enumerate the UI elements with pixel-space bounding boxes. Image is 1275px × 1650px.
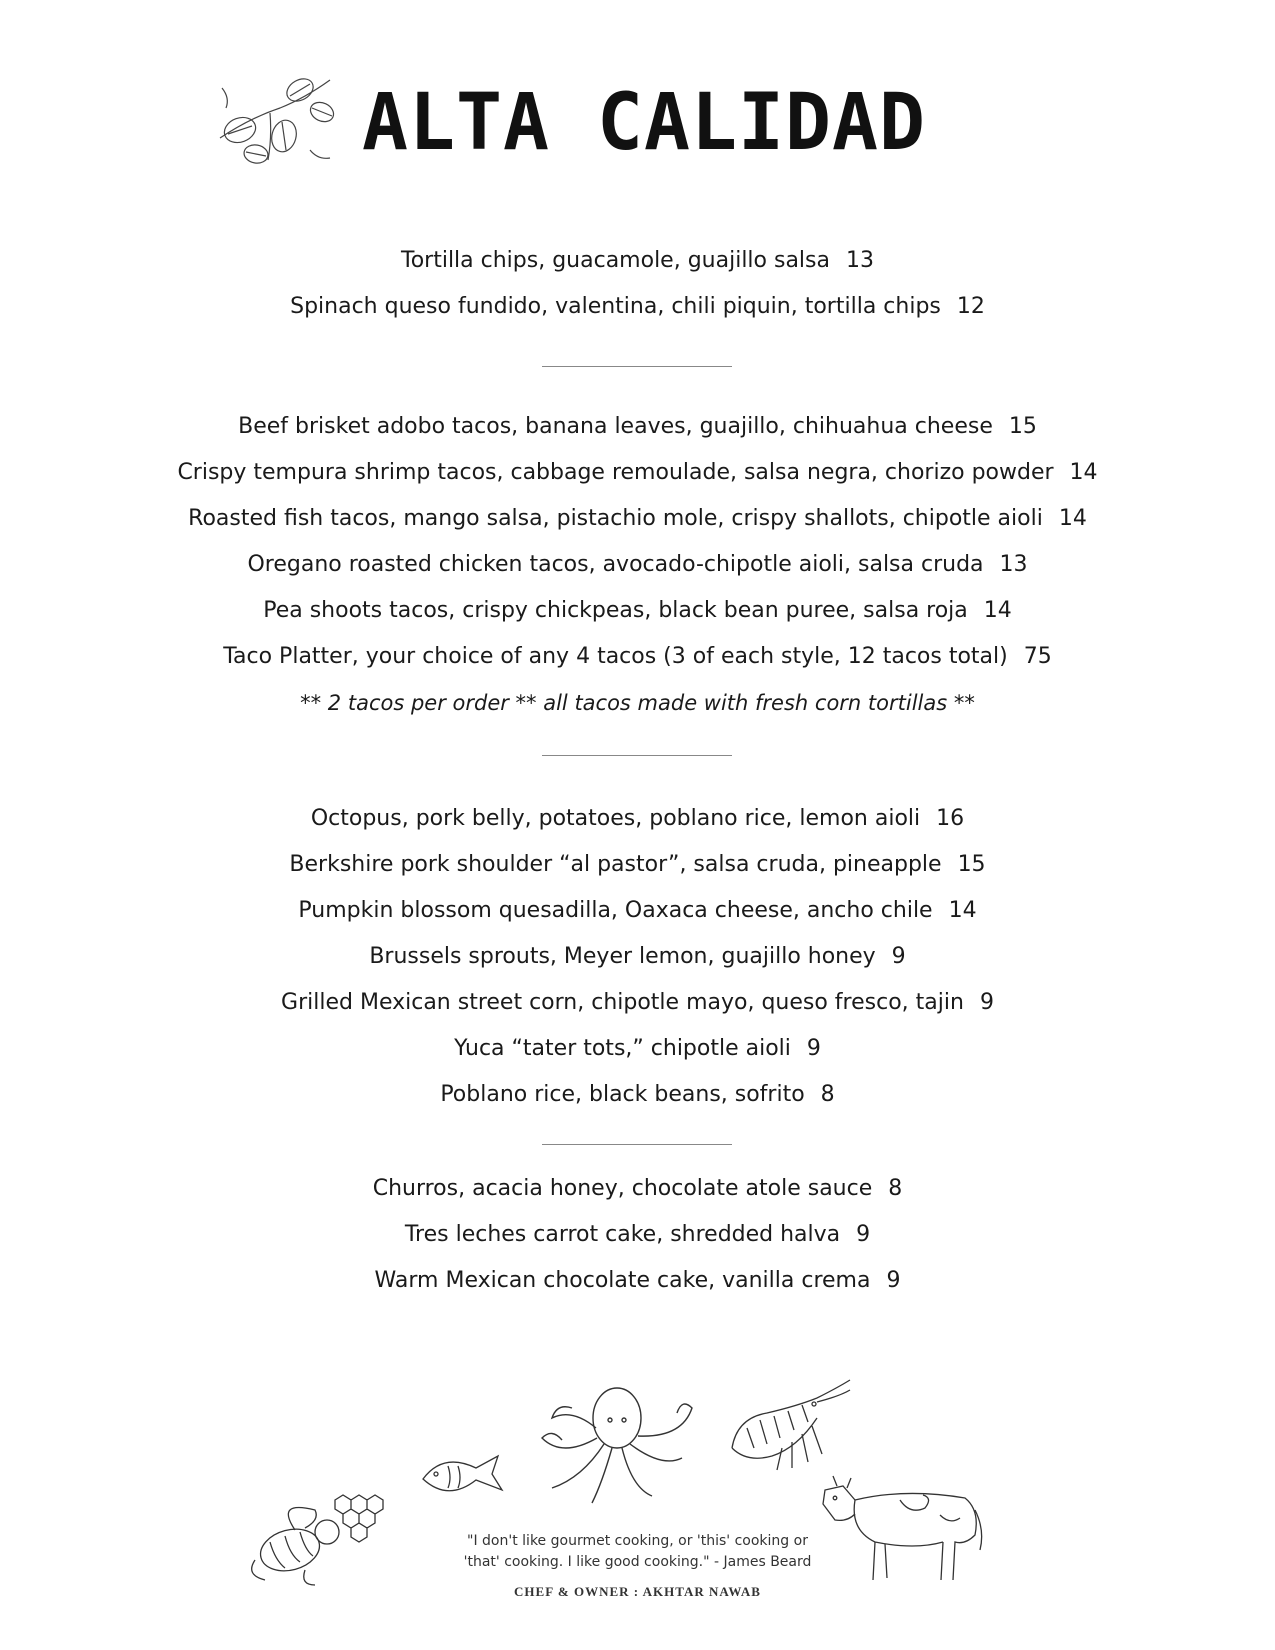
menu-item bbox=[0, 888, 1275, 934]
starters-section bbox=[0, 238, 1275, 330]
tacos-section bbox=[0, 404, 1275, 726]
menu-item bbox=[0, 1166, 1275, 1212]
item-price: 14 bbox=[948, 898, 977, 923]
item-name: Grilled Mexican street corn, chipotle mayo, queso fresco, tajin bbox=[281, 990, 964, 1015]
item-name: Warm Mexican chocolate cake, vanilla crema bbox=[374, 1268, 871, 1293]
item-price: 15 bbox=[957, 852, 986, 877]
menu-item bbox=[0, 796, 1275, 842]
item-name: Tres leches carrot cake, shredded halva bbox=[404, 1222, 841, 1247]
menu-item bbox=[0, 1258, 1275, 1304]
item-price: 14 bbox=[983, 598, 1012, 623]
desserts-section bbox=[0, 1166, 1275, 1304]
item-name: Beef brisket adobo tacos, banana leaves, guajillo, chihuahua cheese bbox=[238, 414, 993, 439]
item-price: 15 bbox=[1008, 414, 1037, 439]
section-divider bbox=[542, 1144, 732, 1145]
section-divider bbox=[542, 366, 732, 367]
menu-item bbox=[0, 284, 1275, 330]
menu-item bbox=[0, 980, 1275, 1026]
item-price: 8 bbox=[888, 1176, 903, 1201]
item-name: Brussels sprouts, Meyer lemon, guajillo honey bbox=[369, 944, 876, 969]
item-name: Taco Platter, your choice of any 4 tacos (3 of each style, 12 tacos total) bbox=[223, 644, 1008, 669]
mains-section bbox=[0, 796, 1275, 1118]
item-price: 75 bbox=[1023, 644, 1052, 669]
item-price: 9 bbox=[856, 1222, 871, 1247]
item-name: Spinach queso fundido, valentina, chili piquin, tortilla chips bbox=[290, 294, 941, 319]
menu-item bbox=[0, 1072, 1275, 1118]
item-name: Yuca “tater tots,” chipotle aioli bbox=[454, 1036, 791, 1061]
menu-item bbox=[0, 238, 1275, 284]
quote-line: 'that' cooking. I like good cooking." - James Beard bbox=[463, 1554, 812, 1570]
menu-item bbox=[0, 1212, 1275, 1258]
shrimp-icon bbox=[722, 1378, 852, 1478]
menu-item bbox=[0, 842, 1275, 888]
restaurant-title: ALTA CALIDAD bbox=[362, 78, 927, 168]
item-price: 14 bbox=[1069, 460, 1098, 485]
chef-quote bbox=[0, 1531, 1275, 1573]
chef-credit: CHEF & OWNER : AKHTAR NAWAB bbox=[514, 1584, 761, 1599]
item-name: Pumpkin blossom quesadilla, Oaxaca cheese, ancho chile bbox=[298, 898, 933, 923]
item-name: Churros, acacia honey, chocolate atole sauce bbox=[372, 1176, 873, 1201]
item-price: 9 bbox=[886, 1268, 901, 1293]
menu-header bbox=[210, 68, 927, 178]
menu-item bbox=[0, 542, 1275, 588]
item-price: 13 bbox=[846, 248, 874, 273]
item-price: 12 bbox=[956, 294, 985, 319]
item-name: Tortilla chips, guacamole, guajillo salsa bbox=[401, 248, 830, 273]
fish-icon bbox=[418, 1444, 508, 1504]
menu-item bbox=[0, 404, 1275, 450]
item-price: 14 bbox=[1058, 506, 1087, 531]
item-price: 9 bbox=[979, 990, 994, 1015]
menu-item bbox=[0, 588, 1275, 634]
quote-line: "I don't like gourmet cooking, or 'this' cooking or bbox=[467, 1533, 808, 1549]
menu-item bbox=[0, 934, 1275, 980]
item-name: Berkshire pork shoulder “al pastor”, salsa cruda, pineapple bbox=[289, 852, 942, 877]
menu-item bbox=[0, 634, 1275, 680]
item-name: Crispy tempura shrimp tacos, cabbage remoulade, salsa negra, chorizo powder bbox=[177, 460, 1054, 485]
item-name: Poblano rice, black beans, sofrito bbox=[440, 1082, 805, 1107]
octopus-icon bbox=[532, 1378, 702, 1508]
vine-leaves-icon bbox=[210, 68, 340, 168]
item-price: 16 bbox=[936, 806, 965, 831]
menu-item bbox=[0, 450, 1275, 496]
item-price: 9 bbox=[806, 1036, 821, 1061]
item-price: 13 bbox=[999, 552, 1028, 577]
item-name: Pea shoots tacos, crispy chickpeas, black bean puree, salsa roja bbox=[263, 598, 968, 623]
section-divider bbox=[542, 755, 732, 756]
item-price: 8 bbox=[820, 1082, 835, 1107]
menu-item bbox=[0, 1026, 1275, 1072]
item-name: Roasted fish tacos, mango salsa, pistachio mole, crispy shallots, chipotle aioli bbox=[188, 506, 1043, 531]
menu-item bbox=[0, 496, 1275, 542]
tacos-note: ** 2 tacos per order ** all tacos made with fresh corn tortillas ** bbox=[300, 691, 975, 715]
item-price: 9 bbox=[891, 944, 906, 969]
item-name: Oregano roasted chicken tacos, avocado-chipotle aioli, salsa cruda bbox=[247, 552, 984, 577]
item-name: Octopus, pork belly, potatoes, poblano rice, lemon aioli bbox=[310, 806, 921, 831]
